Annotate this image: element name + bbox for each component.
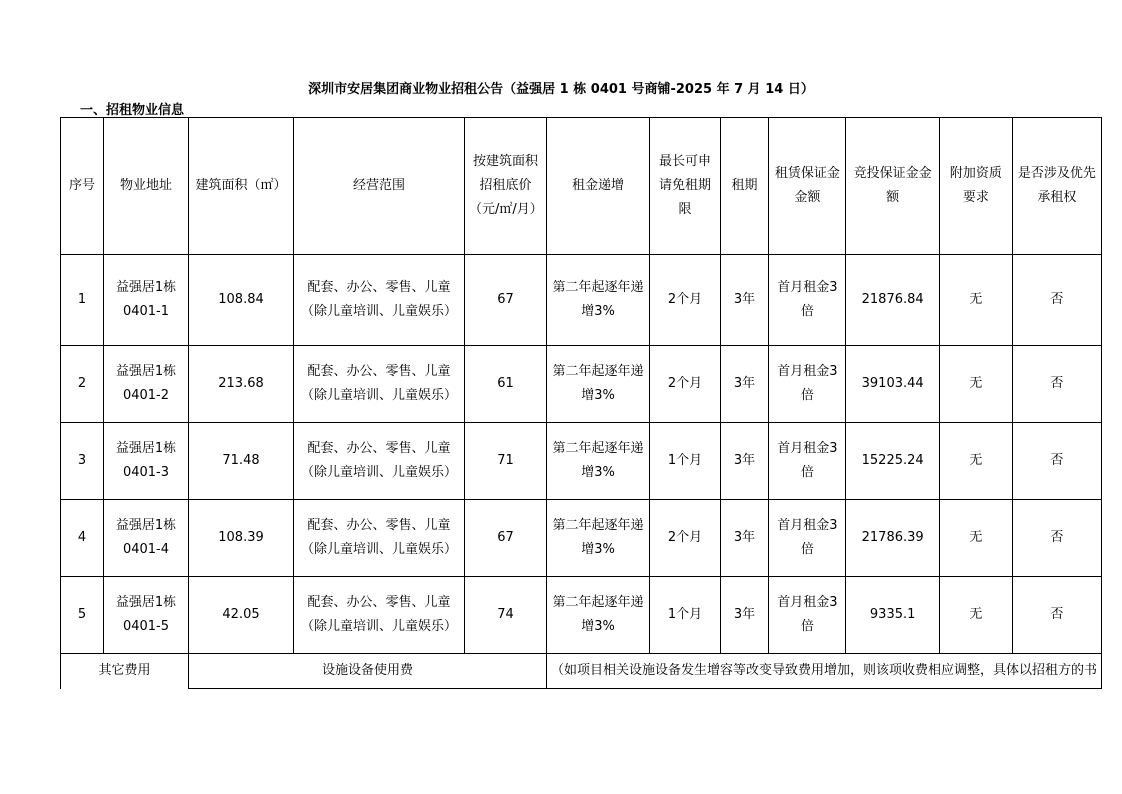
table-row <box>61 346 1102 423</box>
row-qualification: 无 <box>939 577 1012 654</box>
other-fees-note: （如项目相关设施设备发生增容等改变导致费用增加，则该项收费相应调整，具体以招租方的书 <box>547 654 1102 689</box>
row-address: 益强居1栋0401-2 <box>104 346 189 423</box>
row-rent-deposit: 首月租金3倍 <box>769 346 846 423</box>
row-free-period: 1个月 <box>650 423 721 500</box>
row-term: 3年 <box>720 577 768 654</box>
row-increase: 第二年起逐年递增3% <box>547 423 650 500</box>
row-scope: 配套、办公、零售、儿童（除儿童培训、儿童娱乐） <box>294 500 465 577</box>
row-term: 3年 <box>720 500 768 577</box>
row-address: 益强居1栋0401-1 <box>104 255 189 346</box>
header-cell: 是否涉及优先承租权 <box>1012 118 1101 255</box>
row-increase: 第二年起逐年递增3% <box>547 255 650 346</box>
table-header-row <box>61 118 1102 255</box>
row-no: 2 <box>61 346 104 423</box>
header-cell: 竞投保证金金额 <box>846 118 939 255</box>
row-scope: 配套、办公、零售、儿童（除儿童培训、儿童娱乐） <box>294 423 465 500</box>
header-cell: 经营范围 <box>294 118 465 255</box>
row-no: 1 <box>61 255 104 346</box>
row-address: 益强居1栋0401-5 <box>104 577 189 654</box>
row-priority: 否 <box>1012 423 1101 500</box>
row-area: 108.84 <box>189 255 294 346</box>
row-increase: 第二年起逐年递增3% <box>547 346 650 423</box>
row-area: 42.05 <box>189 577 294 654</box>
header-cell: 序号 <box>61 118 104 255</box>
row-priority: 否 <box>1012 255 1101 346</box>
row-bid-deposit: 21876.84 <box>846 255 939 346</box>
row-qualification: 无 <box>939 255 1012 346</box>
row-qualification: 无 <box>939 423 1012 500</box>
row-qualification: 无 <box>939 500 1012 577</box>
table-row <box>61 423 1102 500</box>
row-address: 益强居1栋0401-4 <box>104 500 189 577</box>
section-heading: 一、招租物业信息 <box>80 103 185 118</box>
row-rent-deposit: 首月租金3倍 <box>769 255 846 346</box>
row-price: 71 <box>465 423 547 500</box>
row-no: 3 <box>61 423 104 500</box>
row-term: 3年 <box>720 423 768 500</box>
row-increase: 第二年起逐年递增3% <box>547 577 650 654</box>
row-increase: 第二年起逐年递增3% <box>547 500 650 577</box>
other-fees-item: 设施设备使用费 <box>189 654 547 689</box>
row-term: 3年 <box>720 255 768 346</box>
row-free-period: 2个月 <box>650 500 721 577</box>
row-scope: 配套、办公、零售、儿童（除儿童培训、儿童娱乐） <box>294 255 465 346</box>
row-address: 益强居1栋0401-3 <box>104 423 189 500</box>
row-rent-deposit: 首月租金3倍 <box>769 423 846 500</box>
row-rent-deposit: 首月租金3倍 <box>769 577 846 654</box>
row-free-period: 1个月 <box>650 577 721 654</box>
other-fees-row <box>61 654 1102 689</box>
row-bid-deposit: 9335.1 <box>846 577 939 654</box>
property-table <box>60 117 1102 689</box>
row-price: 67 <box>465 500 547 577</box>
row-qualification: 无 <box>939 346 1012 423</box>
header-cell: 租赁保证金金额 <box>769 118 846 255</box>
document-title: 深圳市安居集团商业物业招租公告（益强居 1 栋 0401 号商铺-2025 年 7 月 14 日） <box>308 82 814 97</box>
header-cell: 物业地址 <box>104 118 189 255</box>
row-rent-deposit: 首月租金3倍 <box>769 500 846 577</box>
row-free-period: 2个月 <box>650 255 721 346</box>
table-row <box>61 577 1102 654</box>
row-area: 213.68 <box>189 346 294 423</box>
header-cell: 租金递增 <box>547 118 650 255</box>
row-bid-deposit: 15225.24 <box>846 423 939 500</box>
row-bid-deposit: 39103.44 <box>846 346 939 423</box>
table-row <box>61 500 1102 577</box>
header-cell: 建筑面积（㎡） <box>189 118 294 255</box>
other-fees-label: 其它费用 <box>61 654 189 689</box>
row-priority: 否 <box>1012 346 1101 423</box>
table-row <box>61 255 1102 346</box>
row-scope: 配套、办公、零售、儿童（除儿童培训、儿童娱乐） <box>294 577 465 654</box>
row-area: 108.39 <box>189 500 294 577</box>
row-free-period: 2个月 <box>650 346 721 423</box>
row-price: 67 <box>465 255 547 346</box>
row-price: 61 <box>465 346 547 423</box>
row-priority: 否 <box>1012 500 1101 577</box>
row-priority: 否 <box>1012 577 1101 654</box>
row-price: 74 <box>465 577 547 654</box>
row-area: 71.48 <box>189 423 294 500</box>
header-cell: 最长可申请免租期限 <box>650 118 721 255</box>
row-term: 3年 <box>720 346 768 423</box>
row-no: 4 <box>61 500 104 577</box>
header-cell: 按建筑面积招租底价（元/㎡/月） <box>465 118 547 255</box>
row-scope: 配套、办公、零售、儿童（除儿童培训、儿童娱乐） <box>294 346 465 423</box>
row-bid-deposit: 21786.39 <box>846 500 939 577</box>
row-no: 5 <box>61 577 104 654</box>
header-cell: 附加资质要求 <box>939 118 1012 255</box>
header-cell: 租期 <box>720 118 768 255</box>
